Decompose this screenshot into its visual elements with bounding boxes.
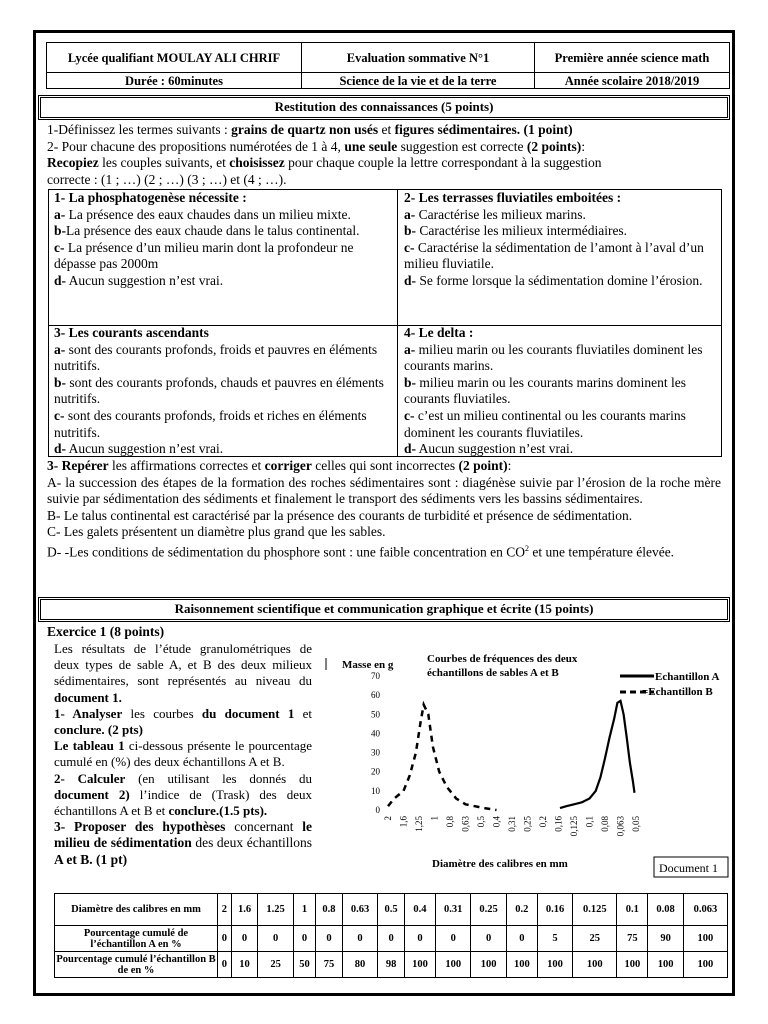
chart-x-label: Diamètre des calibres en mm	[432, 858, 568, 870]
x-tick-label: 0,8	[445, 816, 455, 828]
calibre-cell: 0.25	[471, 894, 506, 926]
percent-a-cell: 25	[573, 926, 617, 952]
section-2-title	[38, 597, 730, 622]
y-tick-label: 40	[371, 728, 380, 739]
task-2: 2- Calculer (en utilisant les donnés du document 2) l’indice de (Trask) des deux échantillons A et B et conclure.(1.5 pts).	[54, 770, 312, 819]
document-1-label: Document 1	[659, 861, 718, 875]
calibre-cell: 0.063	[683, 894, 727, 926]
question-2: 2- Pour chacune des propositions numérotées de 1 à 4, une seule suggestion est correcte (2 points):	[47, 138, 586, 154]
percent-b-cell: 100	[404, 952, 435, 978]
question-3-block	[47, 458, 721, 561]
chart-title-line-1: Courbes de fréquences des deux	[427, 653, 578, 665]
y-tick-label: 20	[371, 766, 380, 777]
question-1: 1-Définissez les termes suivants : grains de quartz non usés et figures sédimentaires. (1 point)	[47, 122, 573, 137]
y-tick-label: 50	[371, 709, 380, 720]
x-tick-label: 1	[429, 816, 440, 821]
question-2-answer-format: correcte : (1 ; …) (2 ; …) (3 ; …) et (4 ; …).	[47, 171, 287, 187]
section-2-title-text: Raisonnement scientifique et communication graphique et écrite (15 points)	[174, 601, 594, 616]
x-tick-label: 2	[383, 816, 393, 821]
percent-b-cell: 75	[316, 952, 343, 978]
calibre-cell: 0.2	[506, 894, 537, 926]
x-tick-label: 0,31	[507, 816, 517, 832]
granulometry-chart	[322, 642, 730, 882]
x-tick-label: 0,4	[491, 816, 502, 828]
x-tick-label: 1,25	[414, 816, 424, 832]
percent-b-cell: 100	[648, 952, 683, 978]
calibre-cell: 0.4	[404, 894, 435, 926]
x-tick-label: 0,125	[569, 816, 579, 837]
chart-title-line-2: échantillons de sables A et B	[427, 667, 559, 679]
percent-b-cell: 80	[342, 952, 377, 978]
x-tick-label: 0,25	[522, 816, 533, 832]
percent-b-cell: 100	[617, 952, 648, 978]
percent-a-cell: 0	[471, 926, 506, 952]
exercise-1-title: Exercice 1 (8 points)	[47, 624, 165, 639]
percent-b-cell: 100	[573, 952, 617, 978]
percent-b-cell: 100	[506, 952, 537, 978]
calibre-cell: 2	[218, 894, 232, 926]
calibre-cell: 1.25	[258, 894, 293, 926]
calibre-cell: 0.8	[316, 894, 343, 926]
question-1-2-block	[47, 122, 727, 188]
exercise-1-text	[54, 641, 312, 868]
percent-a-cell: 0	[404, 926, 435, 952]
question-3: 3- Repérer les affirmations correctes et corriger celles qui sont incorrectes (2 point):	[47, 458, 512, 473]
percent-a-cell: 90	[648, 926, 683, 952]
mcq-cell-2: 2- Les terrasses fluviatiles emboitées : a- Caractérise les milieux marins. b- Caractérise les milieux intermédiaires. c- Caractérise la sédimentation de l’amont à l’aval d’un milieu fluviatile. d- Se forme lorsque la sédimentation domine l’érosion.	[404, 190, 704, 288]
y-tick-label: 0	[375, 805, 380, 815]
x-tick-label: 0,05	[631, 816, 641, 832]
percent-b-cell: 100	[683, 952, 727, 978]
calibre-cell: 0.125	[573, 894, 617, 926]
percent-a-cell: 0	[378, 926, 405, 952]
y-tick-label: 60	[371, 690, 380, 701]
mcq-cell-3: 3- Les courants ascendants a- sont des courants profonds, froids et pauvres en éléments nutritifs. b- sont des courants profonds, chauds et pauvres en éléments nutritifs. c- sont des courants profonds, froids et riches en éléments nutritifs. d- Aucun suggestion n’est vrai.	[54, 325, 384, 457]
statement-b: B- Le talus continental est caractérisé par la présence des courants de turbidité et présence de sédimentation.	[47, 507, 633, 523]
data-table	[54, 893, 728, 978]
x-tick-label: 0,063	[615, 816, 626, 837]
section-1-title	[38, 95, 730, 120]
series-a-line	[560, 701, 635, 808]
statement-c: C- Les galets présentent un diamètre plus grand que les sables.	[47, 524, 386, 540]
percent-a-cell: 0	[218, 926, 232, 952]
percent-a-cell: 0	[506, 926, 537, 952]
percent-a-cell: 0	[316, 926, 343, 952]
percent-b-cell: 10	[231, 952, 258, 978]
x-tick-label: 0,1	[584, 816, 595, 828]
calibre-cell: 0.08	[648, 894, 683, 926]
calibre-cell: 1.6	[231, 894, 258, 926]
percent-a-cell: 0	[293, 926, 315, 952]
school-name: Lycée qualifiant MOULAY ALI CHRIF	[47, 43, 302, 73]
percent-b-cell: 100	[471, 952, 506, 978]
legend-a: Echantillon A	[655, 671, 720, 683]
task-3: 3- Proposer des hypothèses concernant le milieu de sédimentation des deux échantillons A et B. (1 pt)	[54, 819, 312, 867]
table-intro: Le tableau 1 ci-dessous présente le pourcentage cumulé en (%) des deux échantillons A et B.	[54, 738, 312, 770]
percent-a-cell: 0	[342, 926, 377, 952]
x-tick-label: 0,2	[538, 816, 548, 828]
series-b-line	[388, 705, 497, 810]
percent-a-cell: 5	[537, 926, 572, 952]
class-level: Première année science math	[535, 43, 730, 73]
percent-b-cell: 0	[218, 952, 232, 978]
percent-b-cell: 50	[293, 952, 315, 978]
percent-b-cell: 25	[258, 952, 293, 978]
mcq-cell-4: 4- Le delta : a- milieu marin ou les courants fluviatiles dominent les courants marins. b- milieu marin ou les courants marins dominent les courants fluviatiles. c- c’est un milieu continental ou les courants marins dominent les courants fluviatiles. d- Aucun suggestion n’est vrai.	[404, 325, 703, 457]
x-tick-label: 0,16	[553, 816, 564, 832]
percent-a-cell: 0	[258, 926, 293, 952]
exercise-intro: Les résultats de l’étude granulométriques de deux types de sable A, et B des deux milieux sédimentaires, sont représentés au niveau du document 1.	[54, 641, 312, 705]
row-b-label: Pourcentage cumulé l’échantillon B de en %	[56, 953, 216, 976]
percent-b-cell: 100	[435, 952, 470, 978]
x-tick-label: 0,63	[460, 816, 471, 832]
legend-b: =Echantillon B	[642, 686, 713, 698]
percent-a-cell: 75	[617, 926, 648, 952]
subject: Science de la vie et de la terre	[302, 73, 535, 89]
calibre-cell: 0.63	[342, 894, 377, 926]
percent-b-cell: 100	[537, 952, 572, 978]
y-tick-label: 30	[371, 747, 380, 758]
calibre-cell: 0.5	[378, 894, 405, 926]
task-1: 1- Analyser les courbes du document 1 et conclure. (2 pts)	[54, 705, 312, 738]
section-1-title-text: Restitution des connaissances (5 points)	[274, 99, 494, 114]
statement-a: A- la succession des étapes de la formation des roches sédimentaires sont : diagénèse suivie par l’érosion de la roche mère suivie par sédimentation des sédiments et finalement le transport des sédiments vers les bassins sédimentaires.	[47, 474, 721, 507]
school-year: Année scolaire 2018/2019	[535, 73, 730, 89]
y-tick-label: 10	[371, 785, 380, 796]
question-2-instruction: Recopiez les couples suivants, et choisissez pour chaque couple la lettre correspondant à la suggestion	[47, 155, 602, 171]
header-table	[46, 42, 730, 89]
calibre-cell: 0.31	[435, 894, 470, 926]
mcq-grid	[48, 189, 722, 457]
x-tick-label: 0,5	[476, 816, 486, 828]
y-tick-label: 70	[371, 671, 380, 681]
x-tick-label: 0,08	[600, 816, 610, 832]
calibre-cell: 1	[293, 894, 315, 926]
duration: Durée : 60minutes	[47, 73, 302, 89]
percent-a-cell: 100	[683, 926, 727, 952]
table-header-label: Diamètre des calibres en mm	[55, 894, 218, 926]
statement-d: D- -Les conditions de sédimentation du phosphore sont : une faible concentration en $CO^2$ et une température élevée.	[47, 543, 675, 560]
x-tick-label: 1,6	[398, 816, 409, 828]
calibre-cell: 0.1	[617, 894, 648, 926]
percent-a-cell: 0	[435, 926, 470, 952]
chart-y-label: Masse en g	[342, 659, 394, 671]
calibre-cell: 0.16	[537, 894, 572, 926]
row-a-label: Pourcentage cumulé de l’échantillon A en %	[55, 926, 218, 952]
percent-b-cell: 98	[378, 952, 405, 978]
percent-a-cell: 0	[231, 926, 258, 952]
mcq-cell-1: 1- La phosphatogenèse nécessite : a- La présence des eaux chaudes dans un milieu mixte. b-La présence des eaux chaude dans le talus continental. c- La présence d’un milieu marin dont la profondeur ne dépasse pas 2000m d- Aucun suggestion n’est vrai.	[54, 190, 360, 288]
exam-title: Evaluation sommative N°1	[302, 43, 535, 73]
